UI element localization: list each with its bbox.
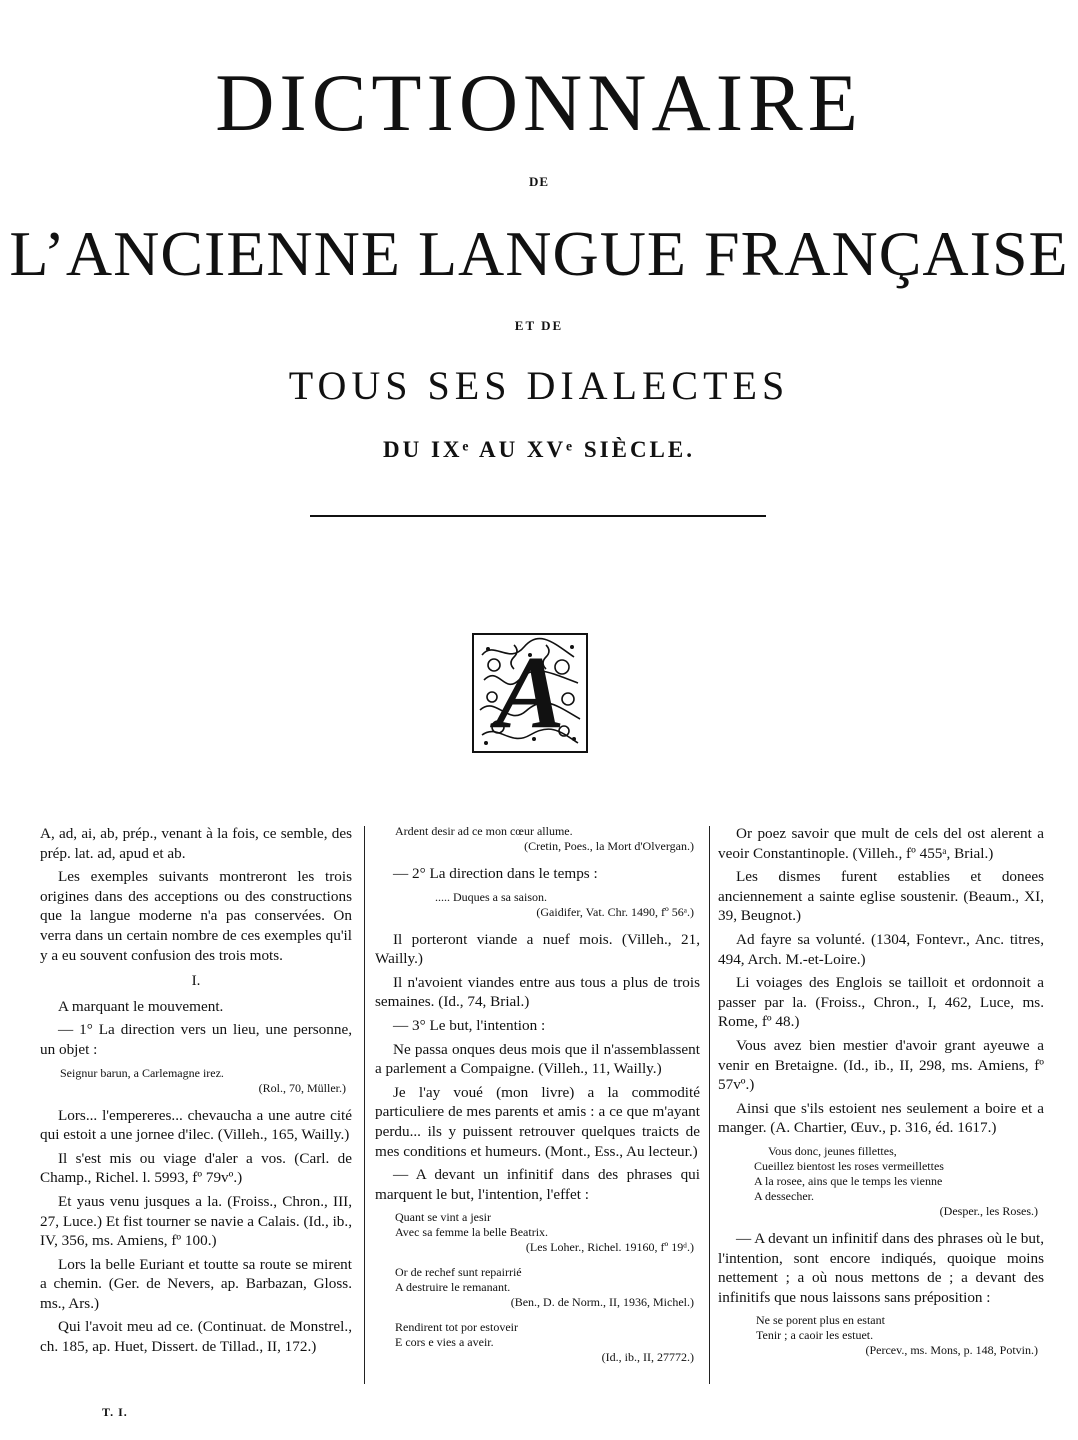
quote-source: (Les Loher., Richel. 19160, fº 19ᵈ.) — [525, 1240, 694, 1255]
column-divider — [709, 826, 710, 1384]
paragraph: — 2° La direction dans le temps : — [393, 865, 598, 882]
quote-source: (Rol., 70, Müller.) — [258, 1080, 346, 1095]
quote-line: Ne se porent plus en estant — [756, 1313, 885, 1328]
quote-line: A destruire le remanant. — [395, 1280, 511, 1295]
paragraph: Vous avez bien mestier d'avoir grant ayeuwe a venir en Bretaigne. (Id., ib., II, 298, ms. Amiens, fº 57vº.) — [718, 1036, 1044, 1094]
paragraph: Ainsi que s'ils estoient nes seulement a boire et a manger. (A. Chartier, Œuv., p. 316, éd. 1617.) — [718, 1099, 1044, 1137]
paragraph: Les exemples suivants montreront les trois origines dans des acceptions ou des constructions que la langue moderne n'a pas conservées. On verra dans un certain nombre de ces exemples qu'il y a eu souvent confusion des trois mots. — [40, 868, 352, 964]
quote-line: Avec sa femme la belle Beatrix. — [395, 1225, 549, 1240]
paragraph: Il n'avoient viandes entre aus tous a plus de trois semaines. (Id., 74, Brial.) — [375, 973, 700, 1011]
quote-source: (Gaidifer, Vat. Chr. 1490, fº 56ᵃ.) — [536, 904, 694, 919]
paragraph: Lors... l'empereres... chevaucha a une autre cité qui estoit a une jornee d'ilec. (Villeh., 165, Wailly.) — [40, 1106, 352, 1144]
title-dictionnaire: DICTIONNAIRE — [215, 57, 863, 148]
quote-line: E cors e vies a aveir. — [395, 1335, 494, 1350]
paragraph: Ne passa onques deus mois que il n'assemblassent a parlement a Compaigne. (Villeh., 11, Wailly.) — [375, 1040, 700, 1078]
paragraph: A marquant le mouvement. — [58, 997, 224, 1015]
column-divider — [364, 826, 365, 1384]
title-dialectes: TOUS SES DIALECTES — [288, 363, 790, 408]
quote-line: Ardent desir ad ce mon cœur allume. — [395, 824, 573, 838]
paragraph: Or poez savoir que mult de cels del ost alerent a veoir Constantinople. (Villeh., fº 455ᵃ, Brial.) — [718, 825, 1044, 862]
paragraph: — A devant un infinitif dans des phrases où le but, l'intention, sont encore indiqués, quoique moins nettement ; a où nous mettons de ; a devant des infinitifs que nous laissons sans préposition : — [718, 1229, 1044, 1306]
paragraph: Li voiages des Englois se tailloit et ordonnoit a passer par la. (Froiss., Chron., I, 462, Luce, ms. Rome, fº 48.) — [718, 974, 1044, 1031]
title-siecles: DU IXᵉ AU XVᵉ SIÈCLE. — [383, 437, 695, 462]
paragraph: Je l'ay voué (mon livre) a la commodité particuliere de mes parents et amis : a ce que m'ayant perdu... ils y puissent retrouver quelques traicts de mes conditions et humeurs. (Mont., Ess., Au lecteur.) — [375, 1083, 700, 1160]
quote-line: Tenir ; a caoir les estuet. — [756, 1328, 874, 1343]
section-number: I. — [191, 972, 201, 990]
quotation — [375, 890, 700, 920]
paragraph: Il porteront viande a nuef mois. (Villeh., 21, Wailly.) — [375, 930, 700, 968]
quotation — [40, 1066, 352, 1096]
quote-line: Quant se vint a jesir — [395, 1210, 491, 1225]
quote-line: Vous donc, jeunes fillettes, — [768, 1143, 897, 1158]
volume-mark: T. I. — [102, 1405, 128, 1419]
ornamental-initial-icon — [472, 633, 588, 753]
quotation — [718, 1144, 1044, 1219]
ornamental-letter: A — [495, 635, 565, 750]
entry-headword: A, ad, ai, ab, prép., venant à la fois, ce semble, des prép. lat. ad, apud et ab. — [40, 825, 352, 862]
quote-source: (Percev., ms. Mons, p. 148, Potvin.) — [865, 1343, 1038, 1358]
quote-source: (Id., ib., II, 27772.) — [601, 1350, 694, 1365]
quote-line: Or de rechef sunt repairrié — [395, 1265, 522, 1280]
paragraph: — A devant un infinitif dans des phrases qui marquent le but, l'intention, l'effet : — [375, 1166, 700, 1203]
quotation — [375, 1265, 700, 1310]
title-de: DE — [528, 174, 550, 189]
quote-source: (Desper., les Roses.) — [939, 1203, 1038, 1218]
quote-line: ..... Duques a sa saison. — [435, 889, 547, 904]
column-2 — [375, 824, 700, 1375]
paragraph: Il s'est mis ou viage d'aler a vos. (Carl. de Champ., Richel. l. 5993, fº 79vº.) — [40, 1149, 352, 1187]
paragraph: — 1° La direction vers un lieu, une personne, un objet : — [40, 1021, 352, 1058]
column-1 — [40, 824, 352, 1361]
column-3 — [718, 824, 1044, 1368]
quote-line: A la rosee, ains que le temps les vienne — [754, 1173, 943, 1188]
paragraph: Ad fayre sa volunté. (1304, Fontevr., Anc. titres, 494, Arch. M.-et-Loire.) — [718, 930, 1044, 968]
quotation — [375, 824, 700, 854]
title-et-de: ET DE — [514, 318, 564, 333]
paragraph: Lors la belle Euriant et toutte sa route se mirent a chemin. (Ger. de Nevers, ap. Barbazan, Gloss. ms., Ars.) — [40, 1255, 352, 1312]
paragraph: Les dismes furent establies et donees anciennement a sainte eglise soustenir. (Beaum., XI, 39, Beugnot.) — [718, 868, 1044, 925]
quote-line: A dessecher. — [754, 1188, 814, 1203]
quotation — [718, 1313, 1044, 1358]
paragraph: Qui l'avoit meu ad ce. (Continuat. de Monstrel., ch. 185, ap. Huet, Dissert. de Tillad., II, 172.) — [40, 1318, 352, 1356]
paragraph: — 3° Le but, l'intention : — [393, 1016, 546, 1034]
title-rule — [310, 515, 766, 517]
quotation — [375, 1320, 700, 1365]
paragraph: Et yaus venu jusques a la. (Froiss., Chron., III, 27, Luce.) Et fist tourner se navie a Calais. (Id., ib., IV, 356, ms. Amiens, fº 100.) — [40, 1192, 352, 1250]
quote-line: Seignur barun, a Carlemagne irez. — [60, 1065, 224, 1080]
title-ancienne-langue: L’ANCIENNE LANGUE FRANÇAISE — [9, 218, 1069, 289]
quote-line: Cueillez bientost les roses vermeillettes — [754, 1158, 944, 1173]
quotation — [375, 1210, 700, 1255]
quote-source: (Ben., D. de Norm., II, 1936, Michel.) — [510, 1295, 694, 1310]
quote-line: Rendirent tot por estoveir — [395, 1320, 518, 1335]
quote-source: (Cretin, Poes., la Mort d'Olvergan.) — [524, 839, 694, 853]
